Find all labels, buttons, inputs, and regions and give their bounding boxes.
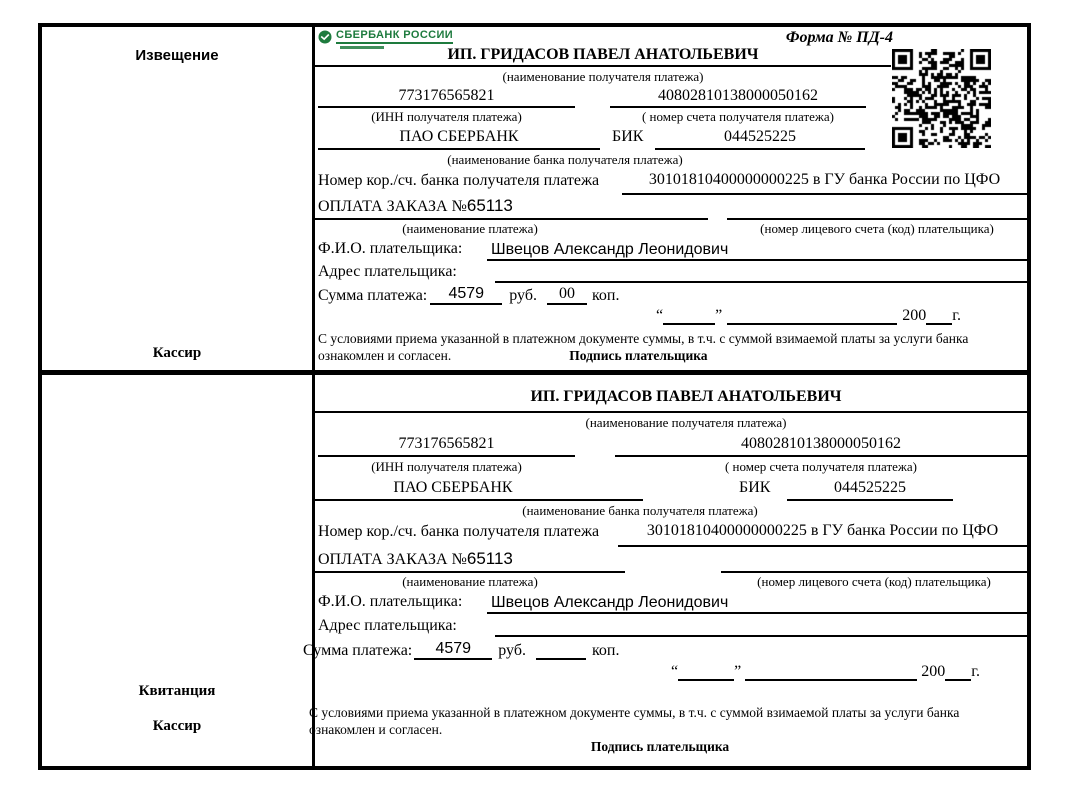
notice-main-column xyxy=(315,27,1027,370)
payer-name-label: Ф.И.О. плательщика: xyxy=(318,593,463,610)
amount-label: Сумма платежа: xyxy=(303,642,413,659)
inn-caption: (ИНН получателя платежа) xyxy=(371,109,522,124)
sberbank-logo-icon xyxy=(318,30,332,44)
payer-name-value: Швецов Александр Леонидович xyxy=(491,241,729,258)
payer-address-label: Адрес плательщика: xyxy=(318,617,457,634)
purpose-line xyxy=(315,218,708,220)
section-notice xyxy=(42,27,1027,375)
amount-row xyxy=(303,640,619,660)
corr-value: 30101810400000000225 в ГУ банка России по ЦФО xyxy=(648,171,1001,188)
payer-address-line xyxy=(495,635,1027,637)
payee-name-line xyxy=(315,411,1027,413)
year-suffix: г. xyxy=(971,663,980,680)
receipt-left-column xyxy=(42,375,315,766)
payee-name-caption: (наименование получателя платежа) xyxy=(502,69,704,84)
payment-form-pd4 xyxy=(38,23,1031,770)
qr-code xyxy=(892,49,991,148)
agreement-line2: ознакомлен и согласен. xyxy=(309,722,443,737)
kopecks-value xyxy=(536,642,586,660)
account-value: 40802810138000050162 xyxy=(741,435,901,452)
account-caption: ( номер счета получателя платежа) xyxy=(724,459,918,474)
agreement-line1: С условиями приема указанной в платежном документе суммы, в т.ч. с суммой взимаемой платы за услуги банка xyxy=(309,705,960,720)
purpose-label: ОПЛАТА ЗАКАЗА № xyxy=(318,551,467,568)
bik-value: 044525225 xyxy=(834,479,906,496)
corr-line xyxy=(622,193,1027,195)
bank-name: ПАО СБЕРБАНК xyxy=(393,479,513,496)
receipt-main-column xyxy=(303,375,1027,766)
receipt-label: Квитанция xyxy=(138,683,216,699)
purpose-caption: (наименование платежа) xyxy=(402,221,538,236)
date-month-line xyxy=(727,307,897,325)
bik-value: 044525225 xyxy=(724,128,796,145)
agreement-line2: ознакомлен и согласен. xyxy=(318,348,452,363)
cashier-label: Кассир xyxy=(152,718,202,734)
agreement-line1: С условиями приема указанной в платежном документе суммы, в т.ч. с суммой взимаемой платы за услуги банка xyxy=(318,331,969,346)
bank-name-line xyxy=(318,148,600,150)
payee-name-caption: (наименование получателя платежа) xyxy=(585,415,787,430)
corr-value: 30101810400000000225 в ГУ банка России по ЦФО xyxy=(646,522,999,539)
payer-name-line xyxy=(487,612,1027,614)
corr-label: Номер кор./сч. банка получателя платежа xyxy=(318,523,600,540)
personal-account-line xyxy=(721,571,1027,573)
payee-name: ИП. ГРИДАСОВ ПАВЕЛ АНАТОЛЬЕВИЧ xyxy=(530,388,842,405)
purpose-caption: (наименование платежа) xyxy=(402,574,538,589)
inn-value: 773176565821 xyxy=(398,87,495,104)
payer-name-label: Ф.И.О. плательщика: xyxy=(318,240,463,257)
amount-value: 4579 xyxy=(430,285,502,305)
year-suffix: г. xyxy=(952,307,961,324)
rub-label: руб. xyxy=(509,287,537,304)
bank-caption: (наименование банка получателя платежа) xyxy=(447,152,683,167)
bik-label: БИК xyxy=(739,479,771,496)
bik-label: БИК xyxy=(612,128,644,145)
notice-label: Извещение xyxy=(135,47,219,64)
payer-address-label: Адрес плательщика: xyxy=(318,263,457,280)
account-value: 40802810138000050162 xyxy=(658,87,818,104)
purpose-value: 65113 xyxy=(466,196,513,215)
account-line xyxy=(615,455,1027,457)
bank-caption: (наименование банка получателя платежа) xyxy=(522,503,758,518)
bik-line xyxy=(655,148,865,150)
bik-line xyxy=(787,499,953,501)
sberbank-logo-text: СБЕРБАНК РОССИИ xyxy=(336,29,453,44)
account-caption: ( номер счета получателя платежа) xyxy=(641,109,835,124)
section-receipt xyxy=(42,375,1027,766)
purpose-value: 65113 xyxy=(466,549,513,568)
signature-label: Подпись плательщика xyxy=(569,348,708,363)
date-row xyxy=(671,663,980,681)
payee-name: ИП. ГРИДАСОВ ПАВЕЛ АНАТОЛЬЕВИЧ xyxy=(447,46,759,63)
inn-value: 773176565821 xyxy=(398,435,495,452)
date-month-line xyxy=(745,663,917,681)
payer-name-line xyxy=(487,259,1027,261)
kop-label: коп. xyxy=(591,287,620,304)
account-line xyxy=(610,106,866,108)
purpose-label: ОПЛАТА ЗАКАЗА № xyxy=(318,198,467,215)
kop-label: коп. xyxy=(591,642,620,659)
personal-account-caption: (номер лицевого счета (код) плательщика) xyxy=(757,574,991,589)
agreement-line2-row xyxy=(318,348,708,364)
close-quote: ” xyxy=(734,663,742,680)
purpose-row xyxy=(318,549,513,569)
year-prefix: 200 xyxy=(902,307,927,324)
notice-left-column xyxy=(42,27,315,370)
payee-name-line xyxy=(315,65,891,67)
close-quote: ” xyxy=(715,307,723,324)
amount-label: Сумма платежа: xyxy=(318,287,428,304)
amount-value: 4579 xyxy=(414,640,492,660)
open-quote: “ xyxy=(671,663,679,680)
inn-line xyxy=(318,455,575,457)
inn-line xyxy=(318,106,575,108)
date-day-line xyxy=(663,307,715,325)
form-number-label: Форма № ПД-4 xyxy=(785,29,893,46)
personal-account-line xyxy=(727,218,1027,220)
corr-label: Номер кор./сч. банка получателя платежа xyxy=(318,172,600,189)
purpose-row xyxy=(318,196,513,216)
inn-caption: (ИНН получателя платежа) xyxy=(371,459,522,474)
rub-label: руб. xyxy=(498,642,526,659)
corr-line xyxy=(618,545,1027,547)
date-year-line xyxy=(926,307,952,325)
year-prefix: 200 xyxy=(921,663,946,680)
personal-account-caption: (номер лицевого счета (код) плательщика) xyxy=(760,221,994,236)
cashier-label: Кассир xyxy=(152,345,202,361)
bank-name: ПАО СБЕРБАНК xyxy=(399,128,519,145)
bank-name-line xyxy=(315,499,643,501)
payer-name-value: Швецов Александр Леонидович xyxy=(491,594,729,611)
open-quote: “ xyxy=(656,307,664,324)
signature-label: Подпись плательщика xyxy=(590,739,730,754)
date-row xyxy=(656,307,961,325)
kopecks-value: 00 xyxy=(547,285,587,305)
purpose-line xyxy=(315,571,625,573)
date-year-line xyxy=(945,663,971,681)
date-day-line xyxy=(678,663,734,681)
payer-address-line xyxy=(495,281,1027,283)
amount-row xyxy=(318,285,619,305)
